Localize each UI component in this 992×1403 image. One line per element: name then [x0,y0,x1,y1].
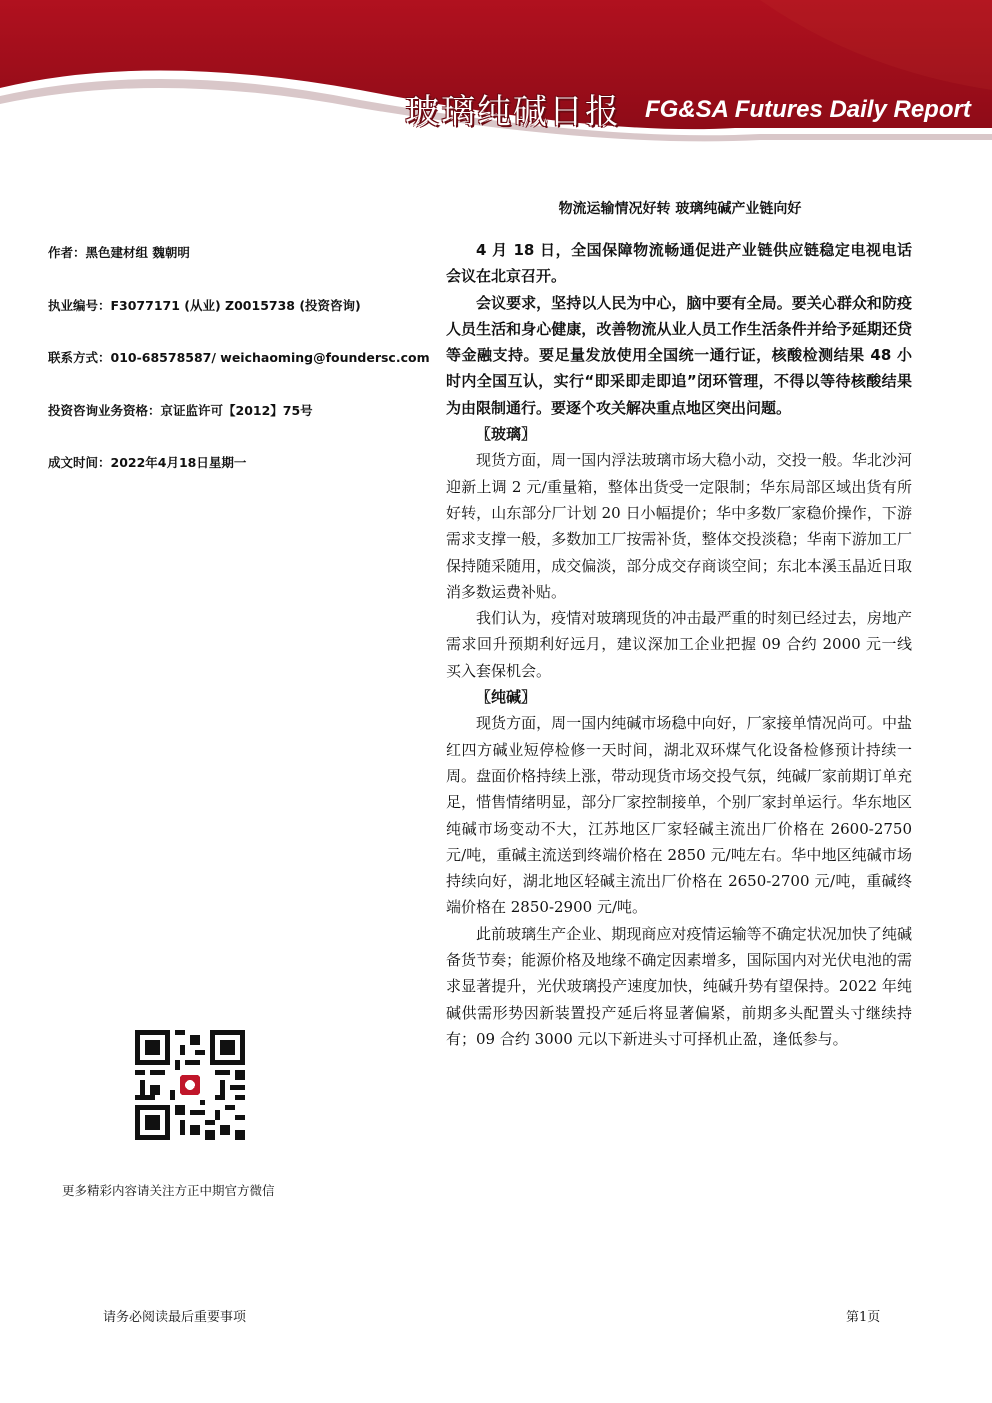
report-title-cn: 玻璃纯碱日报 [405,92,621,132]
report-title-en: FG&SA Futures Daily Report [645,96,971,123]
soda-paragraph: 此前玻璃生产企业、期现商应对疫情运输等不确定状况加快了纯碱备货节奏；能源价格及地缘不确定因素增多，国际国内对光伏电池的需求显著提升，光伏玻璃投产速度加快，纯碱升势有望保持。2022 年纯碱供需形势因新装置投产延后将显著偏紧，前期多头配置头寸继续持有；09 合约 3000 元以下新进头寸可择机止盈，逢低参与。 [446,924,912,1048]
qr-caption: 更多精彩内容请关注方正中期官方微信 [62,1183,275,1198]
contact-line: 联系方式：010-68578587/ weichaoming@foundersc.com [48,350,430,365]
page-number: 第1页 [846,1310,881,1325]
intro-paragraph: 4 月 18 日，全国保障物流畅通促进产业链供应链稳定电视电话会议在北京召开。 [446,241,912,286]
date-line: 成文时间：2022年4月18日星期一 [48,455,247,470]
intro-paragraph: 会议要求，坚持以人民为中心，脑中要有全局。要关心群众和防疫人员生活和身心健康，改善物流从业人员工作生活条件并给予延期还贷等金融支持。要足量发放使用全国统一通行证，核酸检测结果 48 小时内全国互认，实行“即采即走即追”闭环管理，不得以等待核酸结果为由限制通行。要逐个攻关解决重点地区突出问题。 [446,293,912,417]
license-number-line: 执业编号：F3077171 (从业) Z0015738 (投资咨询) [48,297,361,313]
qr-code-icon [135,1030,245,1140]
soda-section-heading: 〖纯碱〗 [476,688,537,707]
header-banner [0,0,992,146]
article-title: 物流运输情况好转 玻璃纯碱产业链向好 [558,201,802,217]
soda-paragraph: 现货方面，周一国内纯碱市场稳中向好，厂家接单情况尚可。中盐红四方碱业短停检修一天时间，湖北双环煤气化设备检修预计持续一周。盘面价格持续上涨，带动现货市场交投气氛，纯碱厂家前期订单充足，惜售情绪明显，部分厂家控制接单，个别厂家封单运行。华东地区纯碱市场变动不大，江苏地区厂家轻碱主流出厂价格在 2600-2750 元/吨，重碱主流送到终端价格在 2850 元/吨左右。华中地区纯碱市场持续向好，湖北地区轻碱主流出厂价格在 2650-2700 元/吨，重碱终端价格在 2850-2900 元/吨。 [446,714,912,917]
wechat-qr-code [135,1030,245,1140]
author-line: 作者：黑色建材组 魏朝明 [48,245,190,260]
glass-section-heading: 〖玻璃〗 [476,425,537,444]
qualification-line: 投资咨询业务资格：京证监许可【2012】75号 [48,402,313,418]
author-meta [48,243,438,506]
footer-notice: 请务必阅读最后重要事项 [103,1310,247,1325]
glass-paragraph: 现货方面，周一国内浮法玻璃市场大稳小动，交投一般。华北沙河迎新上调 2 元/重量箱，整体出货受一定限制；华东局部区域出货有所好转，山东部分厂计划 20 日小幅提价；华中多数厂家稳价操作，下游需求支撑一般，多数加工厂按需补货，整体交投淡稳；华南下游加工厂保持随采随用，成交偏淡，部分成交存商谈空间；东北本溪玉晶近日取消多数运费补贴。 [446,451,912,601]
report-body [446,237,912,1052]
glass-paragraph: 我们认为，疫情对玻璃现货的冲击最严重的时刻已经过去，房地产需求回升预期利好远月，建议深加工企业把握 09 合约 2000 元一线买入套保机会。 [446,609,912,680]
